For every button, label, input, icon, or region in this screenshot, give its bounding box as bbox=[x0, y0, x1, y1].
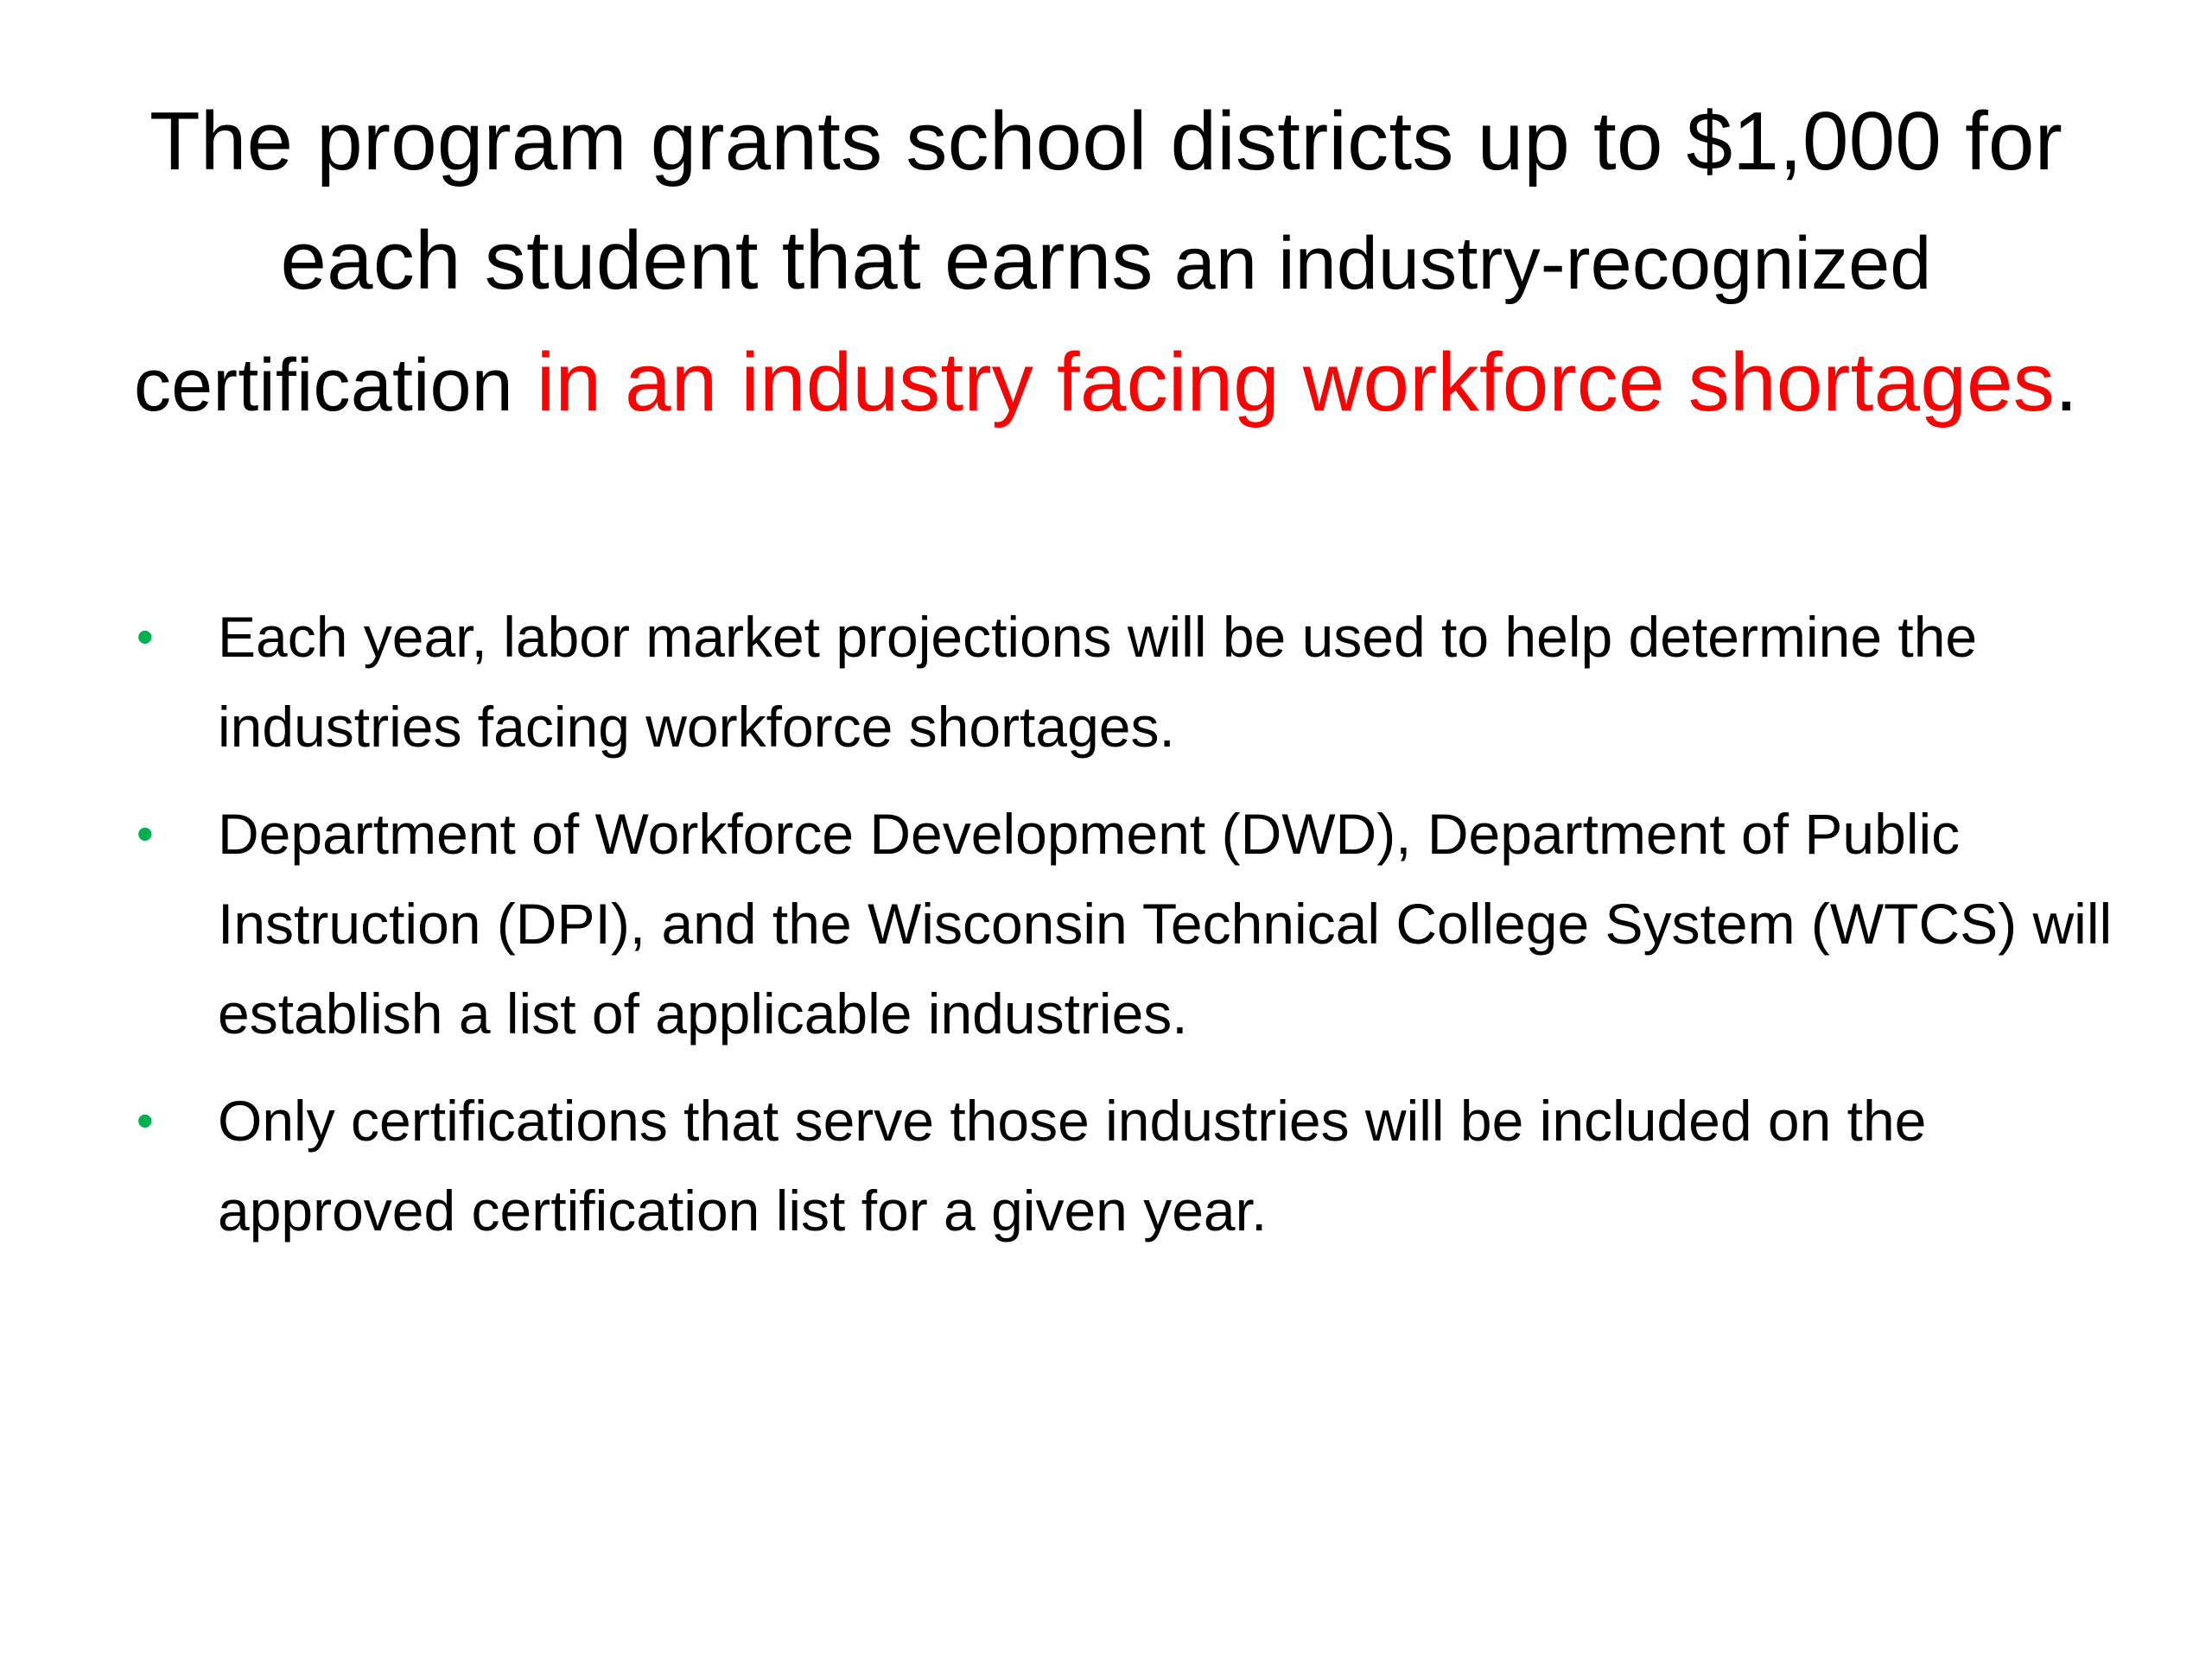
bullet-item bbox=[130, 1076, 2117, 1255]
bullet-list bbox=[130, 592, 2117, 1273]
bullet-text: Each year, labor market projections will be used to help determine the industries facing workforce shortages. bbox=[218, 605, 1978, 759]
bullet-item bbox=[130, 592, 2117, 772]
slide-title bbox=[104, 82, 2108, 445]
bullet-icon: • bbox=[137, 806, 154, 861]
bullet-icon: • bbox=[137, 1093, 154, 1147]
title-part-2: an industry-recognized certification bbox=[133, 222, 1932, 427]
bullet-item bbox=[130, 789, 2117, 1058]
title-highlight: in an industry facing workforce shortages bbox=[536, 336, 2056, 429]
bullet-text: Only certifications that serve those industries will be included on the approved certification list for a given year. bbox=[218, 1089, 1927, 1243]
title-part-1: The program grants school districts up to $1,000 for each student that earns bbox=[149, 95, 2063, 307]
bullet-icon: • bbox=[137, 609, 154, 664]
title-period: . bbox=[2055, 336, 2078, 429]
bullet-text: Department of Workforce Development (DWD), Department of Public Instruction (DPI), and the Wisconsin Technical College System (WTCS) will establish a list of applicable industries. bbox=[218, 802, 2113, 1046]
